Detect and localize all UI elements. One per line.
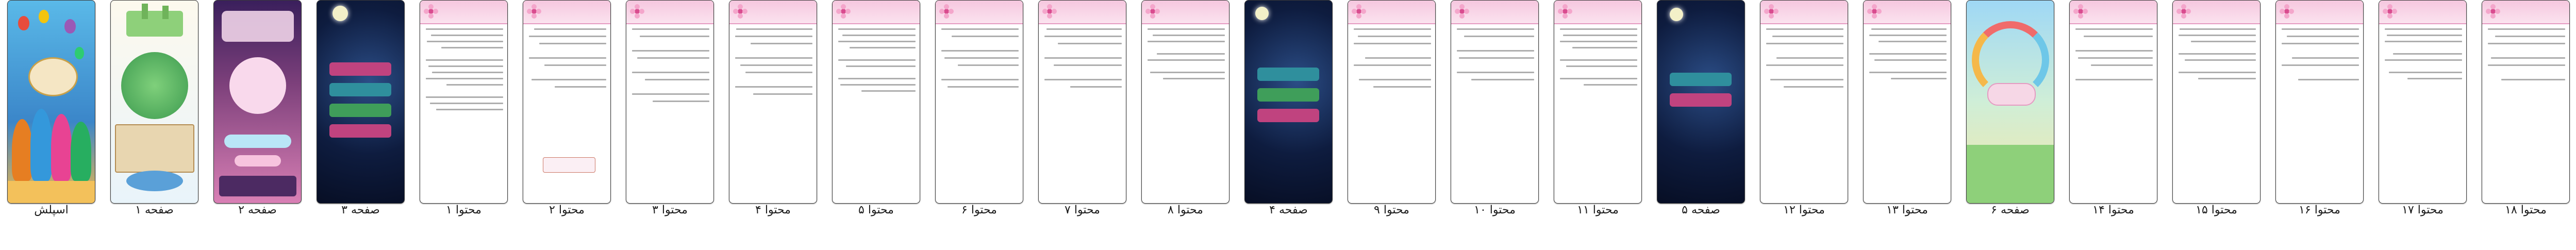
card-caption: صفحه ۴ (1269, 204, 1308, 216)
content-text-body (2074, 28, 2153, 198)
moon-icon (333, 6, 348, 21)
open-book (115, 124, 194, 173)
card-content[interactable] (729, 0, 817, 216)
balloon-icon (18, 16, 29, 30)
logo-badge (28, 57, 78, 96)
content-text-body (1868, 28, 1947, 198)
menu-button[interactable] (1670, 73, 1732, 86)
content-header (1451, 1, 1538, 24)
content-header (523, 1, 610, 24)
card-content[interactable] (1760, 0, 1848, 216)
content-header (936, 1, 1023, 24)
phone-frame[interactable] (523, 0, 611, 204)
card-rainbow[interactable] (1966, 0, 2054, 216)
phone-frame[interactable] (1554, 0, 1642, 204)
content-text-body (1043, 28, 1122, 198)
card-content[interactable] (2379, 0, 2467, 216)
card-caption: محتوا ۱۷ (2402, 204, 2444, 216)
content-header (1142, 1, 1229, 24)
flower-icon (1557, 4, 1573, 19)
content-text-body (1455, 28, 1534, 198)
content-header (729, 1, 817, 24)
content-header (1864, 1, 1951, 24)
content-header (2379, 1, 2466, 24)
flower-icon (2382, 4, 2398, 19)
card-caption: محتوا ۱۶ (2299, 204, 2340, 216)
content-text-body (837, 28, 916, 198)
menu-button[interactable] (1257, 88, 1319, 102)
card-content[interactable] (523, 0, 611, 216)
card-caption: اسپلش (34, 204, 69, 216)
castle-illustration (126, 11, 183, 37)
card-caption: صفحه ۳ (341, 204, 380, 216)
content-header (2482, 1, 2569, 24)
name-banner (224, 135, 291, 148)
card-content[interactable] (832, 0, 920, 216)
flower-icon (939, 4, 954, 19)
phone-frame[interactable] (2379, 0, 2467, 204)
flower-icon (423, 4, 439, 19)
phone-frame[interactable] (1348, 0, 1436, 204)
phone-frame[interactable] (420, 0, 508, 204)
flower-icon (1351, 4, 1367, 19)
card-content[interactable] (420, 0, 508, 216)
phone-frame[interactable] (1760, 0, 1848, 204)
card-content[interactable] (2275, 0, 2364, 216)
card-content[interactable] (1451, 0, 1539, 216)
flower-icon (526, 4, 542, 19)
card-caption: محتوا ۱ (446, 204, 481, 216)
phone-frame[interactable] (1657, 0, 1745, 204)
content-text-body (1146, 28, 1225, 198)
card-caption: محتوا ۱۸ (2505, 204, 2547, 216)
phone-frame[interactable] (729, 0, 817, 204)
menu-button[interactable] (1257, 68, 1319, 81)
card-content[interactable] (626, 0, 714, 216)
card-caption: محتوا ۱۲ (1783, 204, 1825, 216)
content-header (833, 1, 920, 24)
content-text-body (630, 28, 709, 198)
content-header (1039, 1, 1126, 24)
card-caption: محتوا ۷ (1065, 204, 1100, 216)
flower-icon (1764, 4, 1779, 19)
phone-frame[interactable] (1451, 0, 1539, 204)
card-caption: محتوا ۱۳ (1886, 204, 1928, 216)
card-splash[interactable] (7, 0, 95, 216)
flower-icon (2279, 4, 2295, 19)
bottle-illustration (543, 157, 595, 173)
name-banner (235, 155, 281, 166)
phone-frame[interactable] (1244, 0, 1333, 204)
ground-strip (8, 181, 95, 203)
balloon-icon (39, 10, 49, 23)
content-text-body (2383, 28, 2462, 198)
menu-button[interactable] (329, 83, 391, 96)
card-menu[interactable] (1244, 0, 1333, 216)
content-header (2070, 1, 2157, 24)
flower-icon (2176, 4, 2191, 19)
phone-frame[interactable] (213, 0, 302, 204)
tree-illustration (121, 52, 188, 119)
card-caption: محتوا ۱۱ (1577, 204, 1619, 216)
card-caption: محتوا ۶ (961, 204, 997, 216)
content-header (1348, 1, 1435, 24)
footer-panel (219, 176, 296, 196)
card-caption: محتوا ۱۵ (2196, 204, 2237, 216)
card-content[interactable] (2482, 0, 2570, 216)
phone-frame[interactable] (832, 0, 920, 204)
phone-frame[interactable] (626, 0, 714, 204)
content-text-body (2280, 28, 2359, 198)
menu-button[interactable] (329, 62, 391, 76)
tower-shape (162, 6, 169, 19)
phone-frame[interactable] (7, 0, 95, 204)
flower-icon (629, 4, 645, 19)
card-caption: محتوا ۵ (858, 204, 894, 216)
phone-frame[interactable] (2482, 0, 2570, 204)
content-text-body (940, 28, 1019, 198)
content-header (1760, 1, 1848, 24)
content-text-body (2486, 28, 2565, 198)
card-caption: محتوا ۳ (652, 204, 688, 216)
card-caption: محتوا ۹ (1374, 204, 1409, 216)
card-caption: صفحه ۱ (135, 204, 174, 216)
card-content[interactable] (1863, 0, 1951, 216)
content-header (626, 1, 713, 24)
content-header (2173, 1, 2260, 24)
card-caption: صفحه ۵ (1682, 204, 1720, 216)
card-caption: محتوا ۴ (755, 204, 791, 216)
child-figure (51, 114, 72, 181)
balloon-icon (75, 47, 84, 59)
card-menu[interactable] (1657, 0, 1745, 216)
tower-shape (142, 4, 148, 19)
menu-button[interactable] (329, 104, 391, 117)
grass-area (1967, 145, 2054, 203)
flower-icon (1145, 4, 1160, 19)
content-header (1554, 1, 1641, 24)
content-text-body (1765, 28, 1843, 198)
phone-frame[interactable] (1141, 0, 1229, 204)
flower-icon (836, 4, 851, 19)
card-caption: صفحه ۶ (1991, 204, 2030, 216)
flower-icon (2073, 4, 2088, 19)
content-text-body (527, 28, 606, 198)
flower-icon (1454, 4, 1470, 19)
card-content[interactable] (1554, 0, 1642, 216)
child-figure (30, 109, 52, 181)
card-menu[interactable] (317, 0, 405, 216)
phone-frame[interactable] (317, 0, 405, 204)
child-figure (12, 119, 32, 181)
card-caption: محتوا ۱۰ (1474, 204, 1516, 216)
moon-icon (1670, 8, 1683, 21)
card-caption: محتوا ۲ (549, 204, 585, 216)
phone-frame[interactable] (2172, 0, 2261, 204)
content-text-body (734, 28, 812, 198)
phone-frame[interactable] (935, 0, 1023, 204)
card-cover[interactable] (110, 0, 198, 216)
card-content[interactable] (2069, 0, 2157, 216)
title-banner (1987, 83, 2036, 106)
balloon-icon (64, 19, 76, 34)
card-content[interactable] (935, 0, 1023, 216)
card-caption: محتوا ۸ (1168, 204, 1203, 216)
phone-frame[interactable] (1863, 0, 1951, 204)
phone-frame[interactable] (1966, 0, 2054, 204)
phone-frame[interactable] (2275, 0, 2364, 204)
content-text-body (424, 28, 503, 198)
character-circle (229, 57, 286, 114)
title-banner (222, 11, 294, 42)
card-content[interactable] (1038, 0, 1126, 216)
content-text-body (1558, 28, 1637, 198)
content-text-body (2177, 28, 2256, 198)
content-header (2276, 1, 2363, 24)
phone-frame[interactable] (2069, 0, 2157, 204)
moon-icon (1255, 7, 1269, 20)
content-header (420, 1, 507, 24)
flower-icon (1042, 4, 1057, 19)
phone-frame[interactable] (110, 0, 198, 204)
card-content[interactable] (1348, 0, 1436, 216)
flower-icon (733, 4, 748, 19)
child-figure (71, 122, 91, 181)
phone-frame[interactable] (1038, 0, 1126, 204)
card-content[interactable] (1141, 0, 1229, 216)
menu-button[interactable] (1257, 109, 1319, 122)
menu-button[interactable] (329, 124, 391, 138)
menu-button[interactable] (1670, 93, 1732, 107)
card-caption: محتوا ۱۴ (2092, 204, 2134, 216)
card-content[interactable] (2172, 0, 2261, 216)
flower-icon (2485, 4, 2501, 19)
content-text-body (1352, 28, 1431, 198)
flower-icon (1867, 4, 1882, 19)
card-pink[interactable] (213, 0, 302, 216)
water-pool (126, 171, 183, 191)
card-caption: صفحه ۲ (238, 204, 277, 216)
